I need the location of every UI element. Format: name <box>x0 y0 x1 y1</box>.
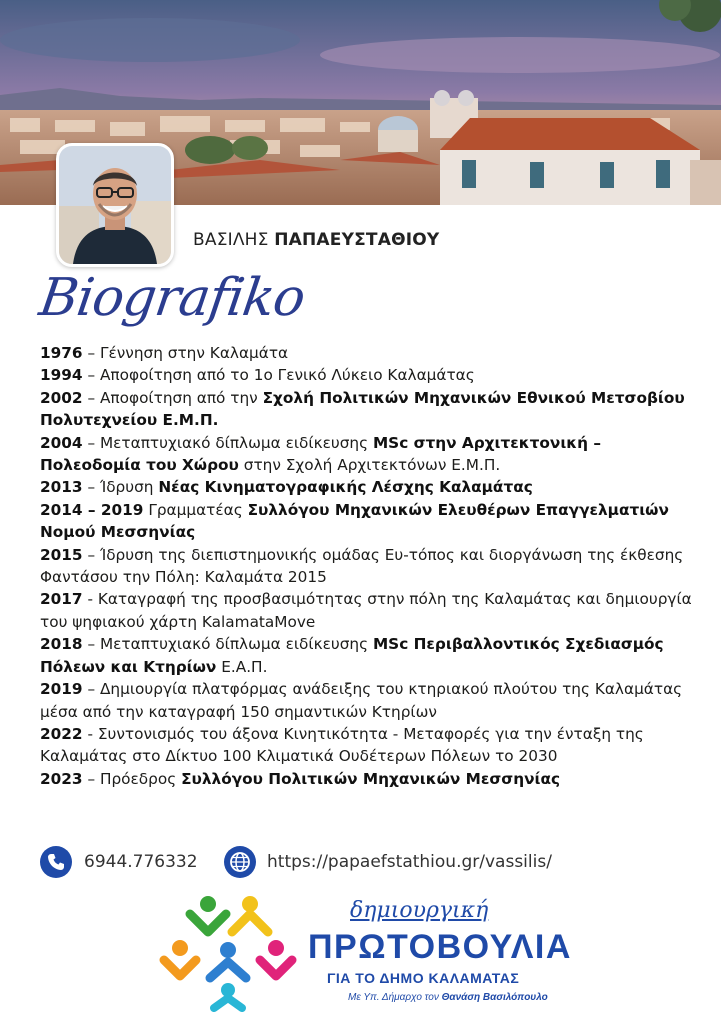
biography-entry <box>40 768 700 790</box>
entry-highlight: Σχολή Πολιτικών Μηχανικών Εθνικού Μετσοβίου Πολυτεχνείου Ε.Μ.Π. <box>40 388 685 430</box>
biography-entry <box>40 588 700 633</box>
entry-highlight: 2015 <box>40 545 83 564</box>
profile-photo <box>56 143 174 267</box>
website-link[interactable]: https://papaefstathiou.gr/vassilis/ <box>267 852 552 872</box>
biography-list <box>40 342 700 790</box>
entry-highlight: 1994 <box>40 366 83 385</box>
biography-entry <box>40 342 700 364</box>
entry-text: - Συντονισμός του άξονα Κινητικότητα - Μεταφορές για την ένταξη της Καλαμάτας στο Δίκτυο 100 Κλιματικά Ουδέτερων Πόλεων το 2030 <box>40 724 644 766</box>
phone-icon <box>40 846 72 878</box>
logo-mayor-name: Θανάση Βασιλόπουλο <box>441 992 548 1003</box>
biography-entry <box>40 476 700 498</box>
entry-text: στην Σχολή Αρχιτεκτόνων Ε.Μ.Π. <box>238 456 501 475</box>
entry-highlight: MSc στην Αρχιτεκτονική – Πολεοδομία του Χώρου <box>40 433 602 475</box>
entry-text: Ε.Α.Π. <box>216 657 268 676</box>
entry-highlight: Νέας Κινηματογραφικής Λέσχης Καλαμάτας <box>158 478 533 497</box>
entry-highlight: 2017 <box>40 590 83 609</box>
globe-icon <box>224 846 256 878</box>
entry-highlight: 2013 <box>40 478 83 497</box>
entry-highlight: 2014 – 2019 <box>40 500 144 519</box>
logo-mayor-candidate <box>348 992 548 1003</box>
entry-text: – Δημιουργία πλατφόρμας ανάδειξης του κτηριακού πλούτου της Καλαμάτας μέσα από την καταγραφή 150 σημαντικών Κτηρίων <box>40 680 683 721</box>
entry-highlight: Συλλόγου Πολιτικών Μηχανικών Μεσσηνίας <box>181 769 561 788</box>
entry-highlight: 2002 <box>40 388 83 407</box>
biography-entry <box>40 678 700 723</box>
entry-text: – Πρόεδρος <box>82 769 182 788</box>
entry-highlight: 2004 <box>40 433 83 452</box>
first-name: ΒΑΣΙΛΗΣ <box>193 230 269 250</box>
biography-entry <box>40 723 700 768</box>
entry-text: – Μεταπτυχιακό δίπλωμα ειδίκευσης <box>82 635 373 654</box>
logo-subtitle-municipality: ΓΙΑ ΤΟ ΔΗΜΟ ΚΑΛΑΜΑΤΑΣ <box>327 970 520 986</box>
entry-text: Γραμματέας <box>143 500 248 519</box>
entry-highlight: 2023 <box>40 769 83 788</box>
logo-mayor-prefix: Με Υπ. Δήμαρχο τον <box>348 992 442 1003</box>
party-logo <box>158 890 572 1020</box>
portrait-image <box>59 146 171 264</box>
biography-heading: Biografiko <box>35 268 309 328</box>
entry-text: – Αποφοίτηση από την <box>82 388 263 407</box>
biography-entry <box>40 364 700 386</box>
entry-text: – Γέννηση στην Καλαμάτα <box>82 344 289 362</box>
logo-title-initiative: ΠΡΩΤΟΒΟΥΛΙΑ <box>308 928 572 966</box>
entry-text: – Ίδρυση <box>82 478 159 497</box>
entry-text: - Καταγραφή της προσβασιμότητας στην πόλη της Καλαμάτας και δημιουργία του ψηφιακού χάρτη KalamataMove <box>40 590 692 631</box>
entry-text: – Αποφοίτηση από το 1ο Γενικό Λύκειο Καλαμάτας <box>82 366 475 385</box>
entry-text: – Ίδρυση της διεπιστημονικής ομάδας Ευ-τόπος και διοργάνωση της έκθεσης Φαντάσου την Πόλη: Καλαμάτα 2015 <box>40 545 684 587</box>
entry-highlight: 2018 <box>40 635 83 654</box>
entry-highlight: MSc Περιβαλλοντικός Σχεδιασμός Πόλεων και Κτηρίων <box>40 635 664 676</box>
last-name: ΠΑΠΑΕΥΣΤΑΘΙΟΥ <box>274 230 440 250</box>
biography-entry <box>40 499 700 544</box>
biography-entry <box>40 544 700 589</box>
entry-highlight: 2022 <box>40 724 83 743</box>
biography-entry <box>40 387 700 432</box>
contact-bar <box>40 846 680 880</box>
candidate-name <box>193 230 439 250</box>
phone-number-link[interactable]: 6944.776332 <box>84 852 198 872</box>
entry-highlight: 1976 <box>40 344 83 362</box>
biography-entry <box>40 432 700 477</box>
entry-highlight: 2019 <box>40 680 83 699</box>
biography-entry <box>40 633 700 678</box>
entry-text: – Μεταπτυχιακό δίπλωμα ειδίκευσης <box>82 433 373 452</box>
entry-highlight: Συλλόγου Μηχανικών Ελευθέρων Επαγγελματιών Νομού Μεσσηνίας <box>40 500 669 542</box>
people-figures-logo-icon <box>158 892 303 1012</box>
logo-tagline-creative: δημιουργική <box>350 898 489 923</box>
